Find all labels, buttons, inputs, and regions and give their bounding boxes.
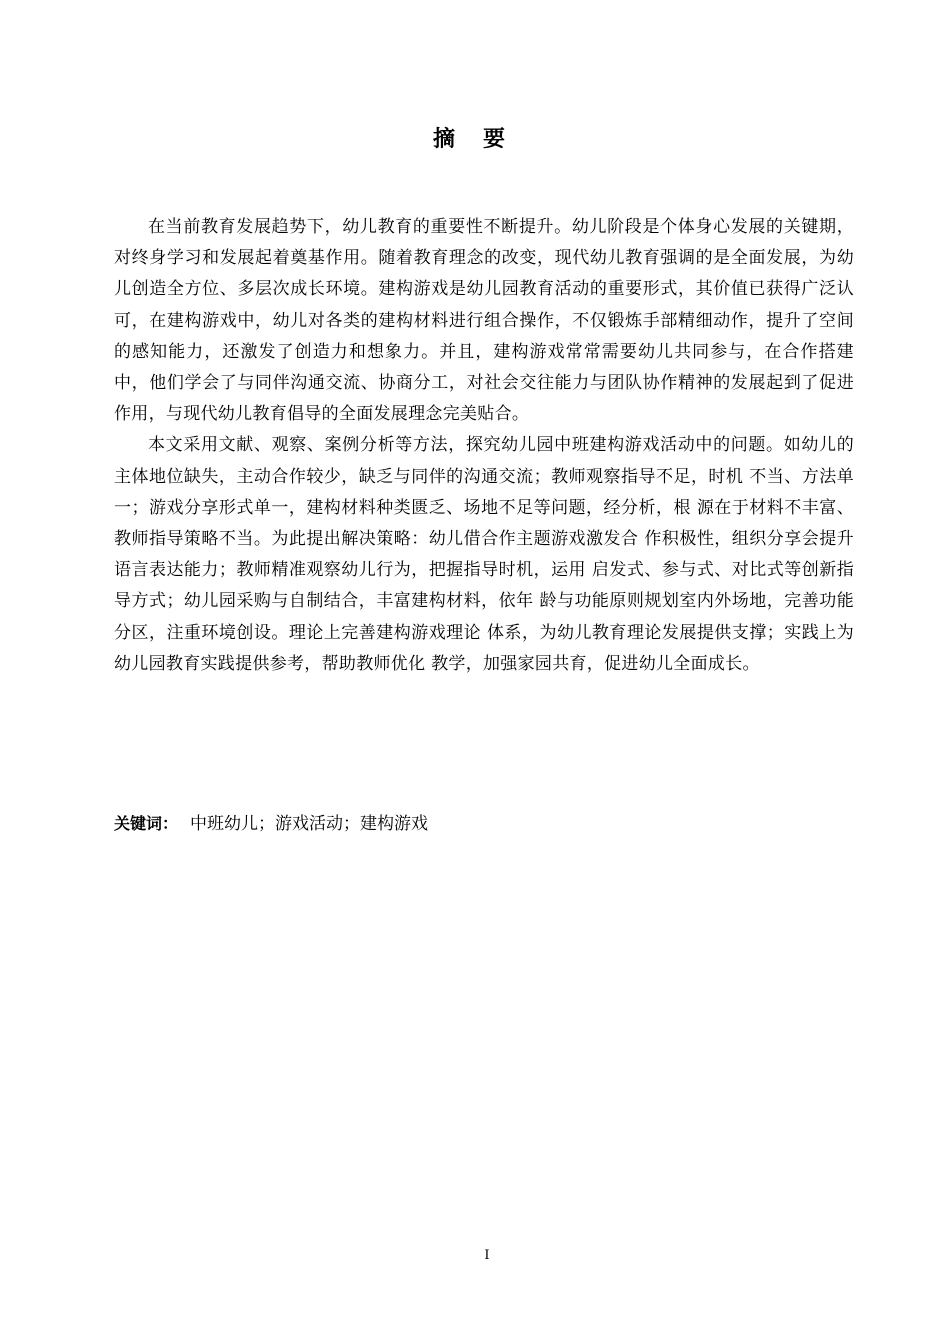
page-title: 摘要 <box>432 126 533 152</box>
abstract-paragraph-1: 在当前教育发展趋势下，幼儿教育的重要性不断提升。幼儿阶段是个体身心发展的关键期，对终身学习和发展起着奠基作用。随着教育理念的改变，现代幼儿教育强调的是全面发展，为幼儿创造全方位、多层次成长环境。建构游戏是幼儿园教育活动的重要形式，其价值已获得广泛认可，在建构游戏中，幼儿对各类的建构材料进行组合操作，不仅锻炼手部精细动作，提升了空间的感知能力，还激发了创造力和想象力。并且，建构游戏常常需要幼儿共同参与，在合作搭建中，他们学会了与同伴沟通交流、协商分工，对社会交往能力与团队协作精神的发展起到了促进作用，与现代幼儿教育倡导的全面发展理念完美贴合。 <box>114 217 854 425</box>
keywords-label: 关键词： <box>114 814 179 833</box>
abstract-paragraph-2: 本文采用文献、观察、案例分析等方法，探究幼儿园中班建构游戏活动中的问题。如幼儿的主体地位缺失，主动合作较少，缺乏与同伴的沟通交流；教师观察指导不足，时机 不当、方法单一；游戏分享形式单一，建构材料种类匮乏、场地不足等问题，经分析，根 源在于材料不丰富、教师指导策略不当。为此提出解决策略：幼儿借合作主题游戏激发合 作积极性，组织分享会提升语言表达能力；教师精准观察幼儿行为，把握指导时机，运用 启发式、参与式、对比式等创新指导方式；幼儿园采购与自制结合，丰富建构材料，依年 龄与功能原则规划室内外场地，完善功能分区，注重环境创设。理论上完善建构游戏理论 体系，为幼儿教育理论发展提供支撑；实践上为幼儿园教育实践提供参考，帮助教师优化 教学，加强家园共育，促进幼儿全面成长。 <box>114 435 854 674</box>
keywords-line <box>114 808 854 840</box>
abstract-body <box>114 212 854 680</box>
page-number: I <box>484 1248 490 1263</box>
keywords-text: 中班幼儿；游戏活动；建构游戏 <box>190 814 429 834</box>
